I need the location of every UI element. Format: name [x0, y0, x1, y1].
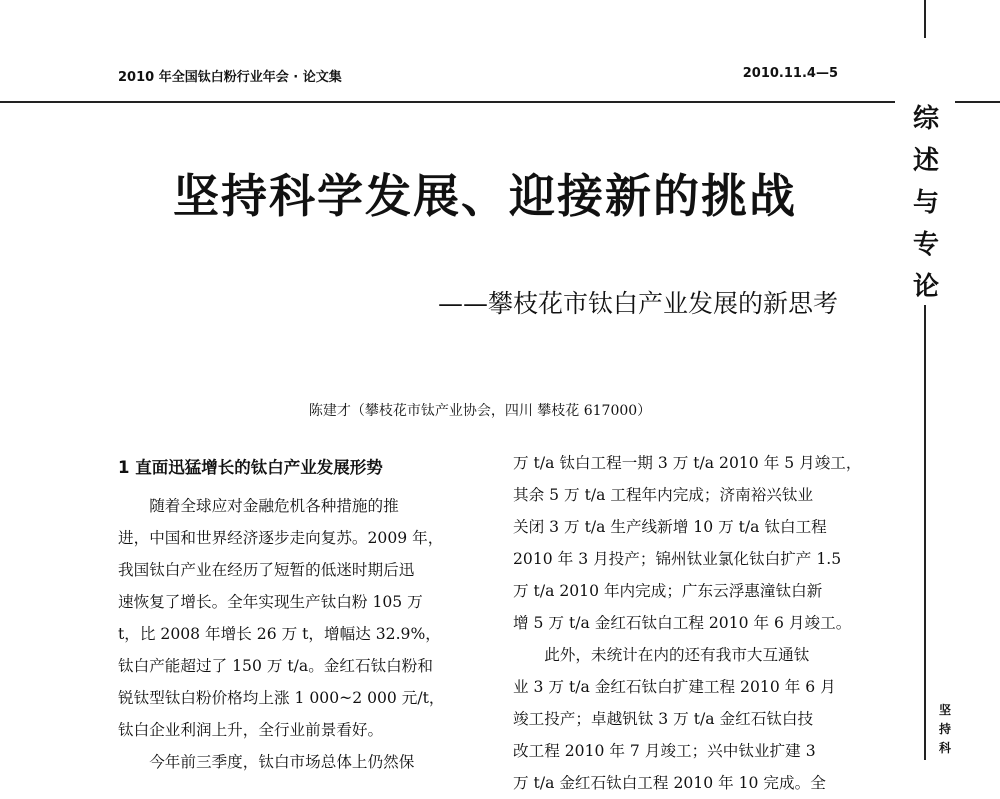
- text-line: 竣工投产；卓越钒钛 3 万 t/a 金红石钛白技: [513, 710, 814, 728]
- running-header-right: 2010.11.4—5: [742, 66, 838, 81]
- text-line: 我国钛白产业在经历了短暂的低迷时期后迅: [118, 561, 415, 579]
- text-line: 2010 年 3 月投产；锦州钛业氯化钛白扩产 1.5: [513, 550, 842, 568]
- text-line: 进，中国和世界经济逐步走向复苏。2009 年，: [118, 529, 444, 547]
- article-title: 坚持科学发展、迎接新的挑战: [173, 169, 797, 223]
- text-line: 钛白产能超过了 150 万 t/a。金红石钛白粉和: [118, 657, 433, 675]
- text-line: 其余 5 万 t/a 工程年内完成；济南裕兴钛业: [513, 486, 814, 504]
- author-line: 陈建才（攀枝花市钛产业协会，四川 攀枝花 617000）: [308, 403, 652, 419]
- text-line: 业 3 万 t/a 金红石钛白扩建工程 2010 年 6 月: [513, 678, 836, 696]
- text-line: 锐钛型钛白粉价格均上涨 1 000~2 000 元/t，: [118, 689, 445, 707]
- side-label-char: 与: [912, 188, 939, 218]
- text-line: 万 t/a 金红石钛白工程 2010 年 10 完成。全: [513, 774, 826, 792]
- text-line: 钛白企业利润上升，全行业前景看好。: [118, 721, 384, 739]
- side-vertical-line-top: [924, 0, 926, 38]
- text-line: 万 t/a 2010 年内完成；广东云浮惠潼钛白新: [513, 582, 823, 600]
- side-vertical-line: [924, 305, 926, 760]
- text-line: 改工程 2010 年 7 月竣工；兴中钛业扩建 3: [513, 742, 816, 760]
- text-line: 增 5 万 t/a 金红石钛白工程 2010 年 6 月竣工。: [513, 614, 852, 632]
- side-label-char: 专: [912, 230, 939, 260]
- header-rule-right: [955, 101, 1000, 103]
- side-label-char: 论: [912, 272, 939, 302]
- side-label-char: 综: [912, 104, 939, 134]
- text-line: 随着全球应对金融危机各种措施的推: [149, 497, 399, 515]
- text-line: 此外，未统计在内的还有我市大互通钛: [544, 646, 810, 664]
- running-side-char: 科: [938, 741, 951, 755]
- left-column: [118, 452, 463, 778]
- right-column: [513, 447, 863, 799]
- text-line: 速恢复了增长。全年实现生产钛白粉 105 万: [118, 593, 423, 611]
- text-line: 关闭 3 万 t/a 生产线新增 10 万 t/a 钛白工程: [513, 518, 827, 536]
- text-line: 今年前三季度，钛白市场总体上仍然保: [149, 753, 415, 771]
- text-line: 万 t/a 钛白工程一期 3 万 t/a 2010 年 5 月竣工，: [513, 454, 862, 472]
- running-header-left: 2010 年全国钛白粉行业年会 · 论文集: [118, 70, 342, 85]
- running-side-char: 持: [938, 722, 951, 736]
- section-heading: 1 直面迅猛增长的钛白产业发展形势: [118, 458, 383, 477]
- side-label-char: 述: [912, 146, 939, 176]
- article-subtitle: ——攀枝花市钛白产业发展的新思考: [437, 289, 838, 318]
- header-rule: [0, 101, 895, 103]
- text-line: t，比 2008 年增长 26 万 t，增幅达 32.9%，: [118, 625, 441, 643]
- running-side-char: 坚: [938, 703, 951, 717]
